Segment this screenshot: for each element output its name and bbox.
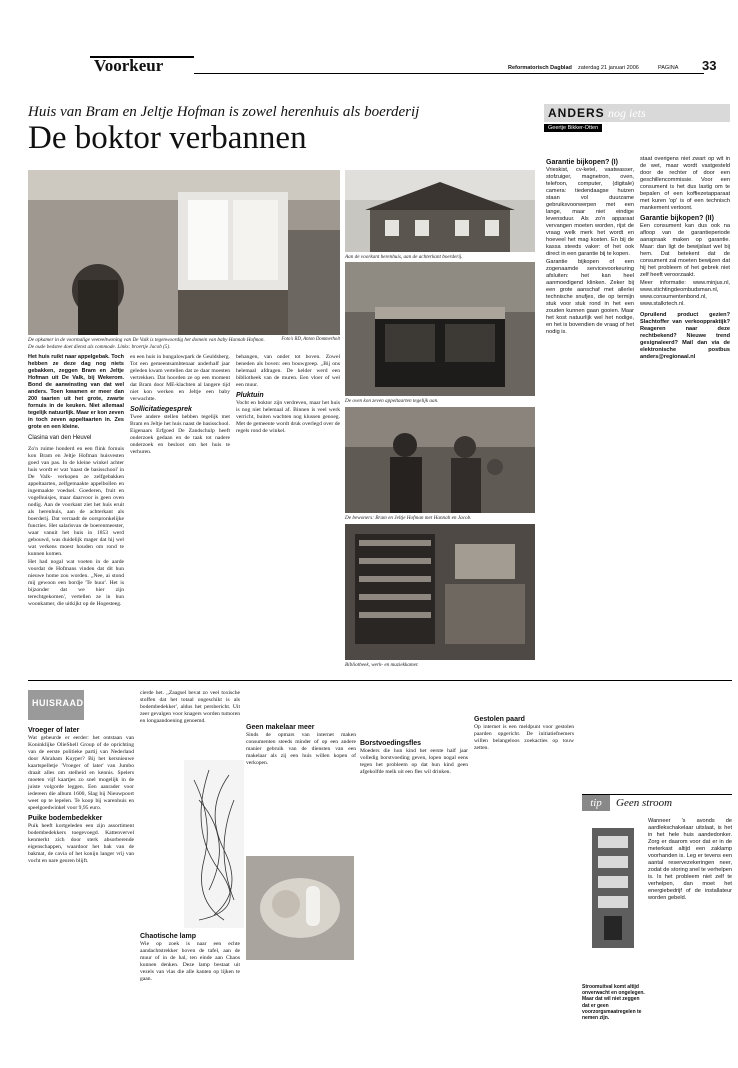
library-caption: Bibliotheek, werk- en muziekkamer.: [345, 662, 419, 668]
huisraad-h5: Borstvoedingsfles: [360, 740, 422, 747]
section-title: Voorkeur: [94, 56, 164, 75]
section-logo-box: [90, 56, 194, 74]
anders-h2: Garantie bijkopen? (II): [640, 215, 714, 222]
huisraad-col2-body: cierde het. ,,Zaagsel bevat zo veel toxische stoffen dat het totaal ongeschikt is als bodembedekker', aldus het persbericht. Uit zeer gevalgen voor knagers worden tumoren en longaandoening genoemd.: [140, 690, 240, 724]
page-number: 33: [702, 58, 717, 73]
page-date: zaterdag 21 januari 2006: [578, 65, 639, 71]
col2-subhead: Sollicitatiegesprek: [130, 406, 192, 413]
paper-name: Reformatorisch Dagblad: [508, 65, 572, 71]
lamp-photo: [184, 760, 244, 928]
headline: De boktor verbannen: [28, 120, 307, 156]
anders-title: ANDERS: [548, 106, 605, 120]
huisraad-col-3: [246, 690, 356, 768]
huisraad-h3: Chaotische lamp: [140, 933, 197, 940]
tip-header: [582, 794, 732, 810]
tip-label: tip: [582, 795, 610, 811]
kicker: Huis van Bram en Jeltje Hofman is zowel herenhuis als boerderij: [28, 104, 420, 120]
col1-body2: Het had nogal wat voeten in de aarde voordat de Hofmans vinden dat dit hun nieuwe home zou worden. ,,Nee, ai stond mij gewoon een bordje 'Te huur'. Het is bijzonder dat we hier zijn terechtgekomen', vertellen ze in hun woonkamer, die uitkijkt op de Hogesteeg.: [28, 559, 124, 607]
oven-caption: De oven kon zeven appeltaarten tegelijk aan.: [345, 398, 439, 404]
col2-body2: Twee andere stellen hebben tegelijk met Bram en Jeltje het huis naast de basisschool. Eigenaars Erfgoed De Zandschulp heeft onderzoek gedaan en de taak tot nadere onderzoek en besloot om het huis te verhuren.: [130, 414, 230, 455]
tip-col: [648, 818, 732, 903]
huisraad-logo: [28, 690, 84, 720]
huisraad-h6: Gestolen paard: [474, 716, 525, 723]
bottle-photo: [246, 856, 354, 960]
page-label: PAGINA: [658, 65, 679, 71]
house-exterior-photo: [345, 170, 535, 252]
anders-h1: Garantie bijkopen? (I): [546, 159, 618, 166]
col1-body: Zo'n ruime honderd en een flink fornuis kon Bram en Jeltje Hofman huisvesten goed van pas. In de kleine winkel achter huis wordt er wat 'naast de basisschool' in De Valk- verkopen ze zelfgebakken appeltaarten, zelfgemaakte appelbollen en ingemaakte voedsel. Goederen, fruit en vogelhuisjes, maar daarvoor is geen oven nodig. Aan de voorkant ziet het huis eruit als herenhuis, aan de achterkant als boerderij. Dat verraadt de oorspronkelijke functies. Het salarisvan de boerenmeester, waar vanuit het huis in 1853 werd gebouwd, was duidelijk mager dat hij wel wat verkens moest houden om rond te kunnen komen.: [28, 446, 124, 557]
byline: Clasina van den Heuvel: [28, 435, 92, 441]
anders-author: Geertje Bikker-Otten: [544, 124, 602, 132]
huisraad-h4: Geen makelaar meer: [246, 724, 315, 731]
article-col-2: [130, 354, 230, 457]
house-exterior-caption: Aan de voorkant herenhuis, aan de achterkant boerderij.: [345, 254, 463, 260]
huisraad-col-2b: [140, 930, 240, 984]
oven-photo: [345, 262, 535, 396]
huisraad-col-5: [474, 690, 574, 753]
anders-body4: Een consument kan dus ook na afloop van de garantieperiode aanspraak maken op garantie. Maar: dan ligt de bewijslast wel bij hem. Dat betekent dat de consument zal moeten bewijzen dat hij het probleem of het gebrek niet zelf heeft veroorzaakt.: [640, 223, 730, 278]
anders-body5: Meer informatie: www.minjus.nl, www.stichtingdeombudsman.nl, www.consumentenbond.nl, www.stalkrtech.nl.: [640, 280, 730, 307]
section-header: [90, 56, 730, 76]
residents-photo: [345, 407, 535, 513]
lead-paragraph: Het huis ruikt naar appelgebak. Toch hebben ze deze dag nog niets gebakken, zeggen Bram en Jeltje Hofman uit De Valk, bij Wekerom. Bond de aanwinsting van dat wel anders. Toen kwamen er meer dan 200 taarten uit het grote, zwarte fornuis in de keuken. Niet allemaal tegelijk natuurlijk. Maar er kon zeven in toch zeven appeltaarten in. Zes grote en een kleine.: [28, 354, 124, 430]
anders-promo: Opruilend product gezien? Slachtoffer van verkooppraktijk? Reageren naar deze rechtbekend? Nieuwe trend gesignaleerd? Mail dan via de elektronische postbus anders@regionaal.nl: [640, 312, 730, 360]
main-photo-caption: [28, 337, 268, 350]
article-col-1: [28, 354, 124, 609]
tip-title: Geen stroom: [616, 797, 673, 809]
anders-subtitle: nog iets: [608, 106, 646, 120]
huisraad-body1: Wat gebeurde er eerder: het ontstaan van Koninklijke OlieShell Group of de oprichting van de eerste politieke partij van Nederland door Abraham Kuyper? Bij het kersnieuwe kaartspelletje 'Vroeger of later' van Jumbo draait alles om stelheid en kennis. Spelers moeten vijf kaartjes zo snel mogelijk in de juiste volgorde leggen. Een aanrader voor iedereen die album 1600, Slag bij Nieuwpoort weet op te lepelen. Te koop bij warenhuis en speelgoedwinkel voor 9,95 euro.: [28, 735, 134, 811]
anders-section: [544, 104, 730, 684]
anders-body2: Garantie bijkopen of een zogenaamde servicevoorkeuring afsluiten: het kan heel aanmoedigend klinken. Zeker bij een grote aanschaf met allerlei technische snufjes, die op termijn stuk voor stuk rond in het een zouden kunnen gaan gooien. Maar het kost natuurlijk wel het nodige, en het is bovendien de vraag of het nodig is.: [546, 259, 634, 335]
tip-section: [582, 794, 732, 1026]
huisraad-body5: Moeders die hun kind het eerste half jaar volledig borstvoeding geven, lopen nogal eens tegen het probleem op dat hun kind geen afgekolfde melk uit een fles wil drinken.: [360, 748, 468, 775]
col3-body: behangen, van onder tot boven. Zowel beneden als boven: een bouwgreep. ,,Bij ons helemaal afdragen. De kelder werd een bibliotheek van de muren. Een vloer of wel een muur.: [236, 354, 340, 388]
tip-caption: Stroomuitval komt altijd onverwacht en ongelegen. Maar dat wil niet zeggen dat er geen voorzorgsmaatregelen te nemen zijn.: [582, 984, 645, 1022]
col2-body: en een huis in bungalowpark de Geuldsberg. Tot een gemeentsambtenaar anderhalf jaar geleden kwam vertellen dat ze daar moesten vertrekken. Dat hoorden ze op een moment dat Bram door ME-klachten al langere tijd niet kon werken en Jeltje een baby verwachtte.: [130, 354, 230, 402]
main-photo-image: [28, 170, 340, 335]
huisraad-body4: Sinds de opmars van internet maken consumenten steeds minder of op een andere manier gebruik van de diensten van een makelaar als zij een huis willen kopen of verkopen.: [246, 732, 356, 766]
main-photo: [28, 170, 340, 335]
residents-caption: De bewoners: Bram en Jeltje Hofman met Hannah en Jacob.: [345, 515, 472, 521]
huisraad-logo-text: HUISRAAD: [32, 698, 84, 708]
huisraad-body3: Wie op zoek is naar een echte aandachtstrekker boven de tafel, aan de muur of in de hal, ten einde aan Chaos kunnen denken. Deze lamp bestaat uit vezels van vlas die alle kanten op lijken te gaan.: [140, 941, 240, 982]
col3-body2: Vocht en boktor zijn verdreven, maar het huis is nog niet helemaal af. Binnen is veel werk verricht, buiten wachten nog klussen genoeg. Met de gemeente wordt druk overlegd over de regels rond de winkel.: [236, 400, 340, 434]
huisraad-col-1: [28, 724, 134, 866]
article-col-3: [236, 354, 340, 436]
huisraad-col-2: [140, 690, 240, 726]
meter-box-photo: [582, 818, 644, 978]
anders-body3: staat overigens niet zwart op wit in de wet, maar wordt vastgesteld door de rechter of door een geschillencommissie. Voor een consument is het dus lastig om te bepalen of een koffiezetapparaat met kuren 'op' is of een technisch mankement vertoont.: [640, 156, 730, 211]
huisraad-h1: Vroeger of later: [28, 727, 80, 734]
huisraad-body2: Puik heeft kortgeleden een zijn assortiment bodembedekkers toegevoegd. Kattenvervel kenmerkt zich door sterk absorberende eigenschappen, waardoor het bak van de bakmat, de cavia of het konijn langer vrij van vocht en nare geuren blijft.: [28, 823, 134, 864]
library-photo: [345, 524, 535, 660]
huisraad-col-4: [360, 690, 468, 777]
anders-col-right: [640, 156, 730, 362]
main-photo-credit: Foto's RD, Anton Dommerholt: [281, 337, 340, 342]
col3-subhead: Pluktuin: [236, 392, 264, 399]
tip-body: Wanneer 's avonds de aardlekschakelaar uitslaat, is het in het hele huis aandedonker. Zorg er daarom voor dat er in de meterkast altijd een zaklamp voorhanden is. Leg er tevens een aantal reservezekeringen neer, zodat de storing snel te verhelpen is. Is het probleem niet zelf te verhelpen, dan moet het energiebedrijf of de installateur worden gebeld.: [648, 818, 732, 901]
huisraad-h2: Puike bodembedekker: [28, 815, 103, 822]
anders-col-left: [546, 156, 634, 337]
main-photo-caption-text: De opkamer in de voormalige veeteeltwoning van De Valk is tegenwoordig het domein van baby Hannah Hofman. De oude bedstee doet dienst als commode. Links: broertje Jacob (5).: [28, 337, 265, 350]
anders-body1: Vrieskist, cv-ketel, vaatwasser, stofzuiger, magnetron, oven, telefoon, computer, (digitale) camera: tiedendaagse huizen staan vol duurzame gebruiksvoorwerpen met een lange, maar niet eindige levensduur. Als zo'n apparaat vervangen moeten worden, rijst de vraag welk merk het wordt en hoeveel het mag kosten. En bij de kassa steeds vaker: of het ook direct in een garantie bij te kopen.: [546, 167, 634, 257]
anders-banner: [544, 104, 730, 122]
huisraad-body6: Op internet is een meldpunt voor gestolen paarden opgericht. De initiatiefnemers willen belangeloos zoekacties op touw zetten.: [474, 724, 574, 751]
